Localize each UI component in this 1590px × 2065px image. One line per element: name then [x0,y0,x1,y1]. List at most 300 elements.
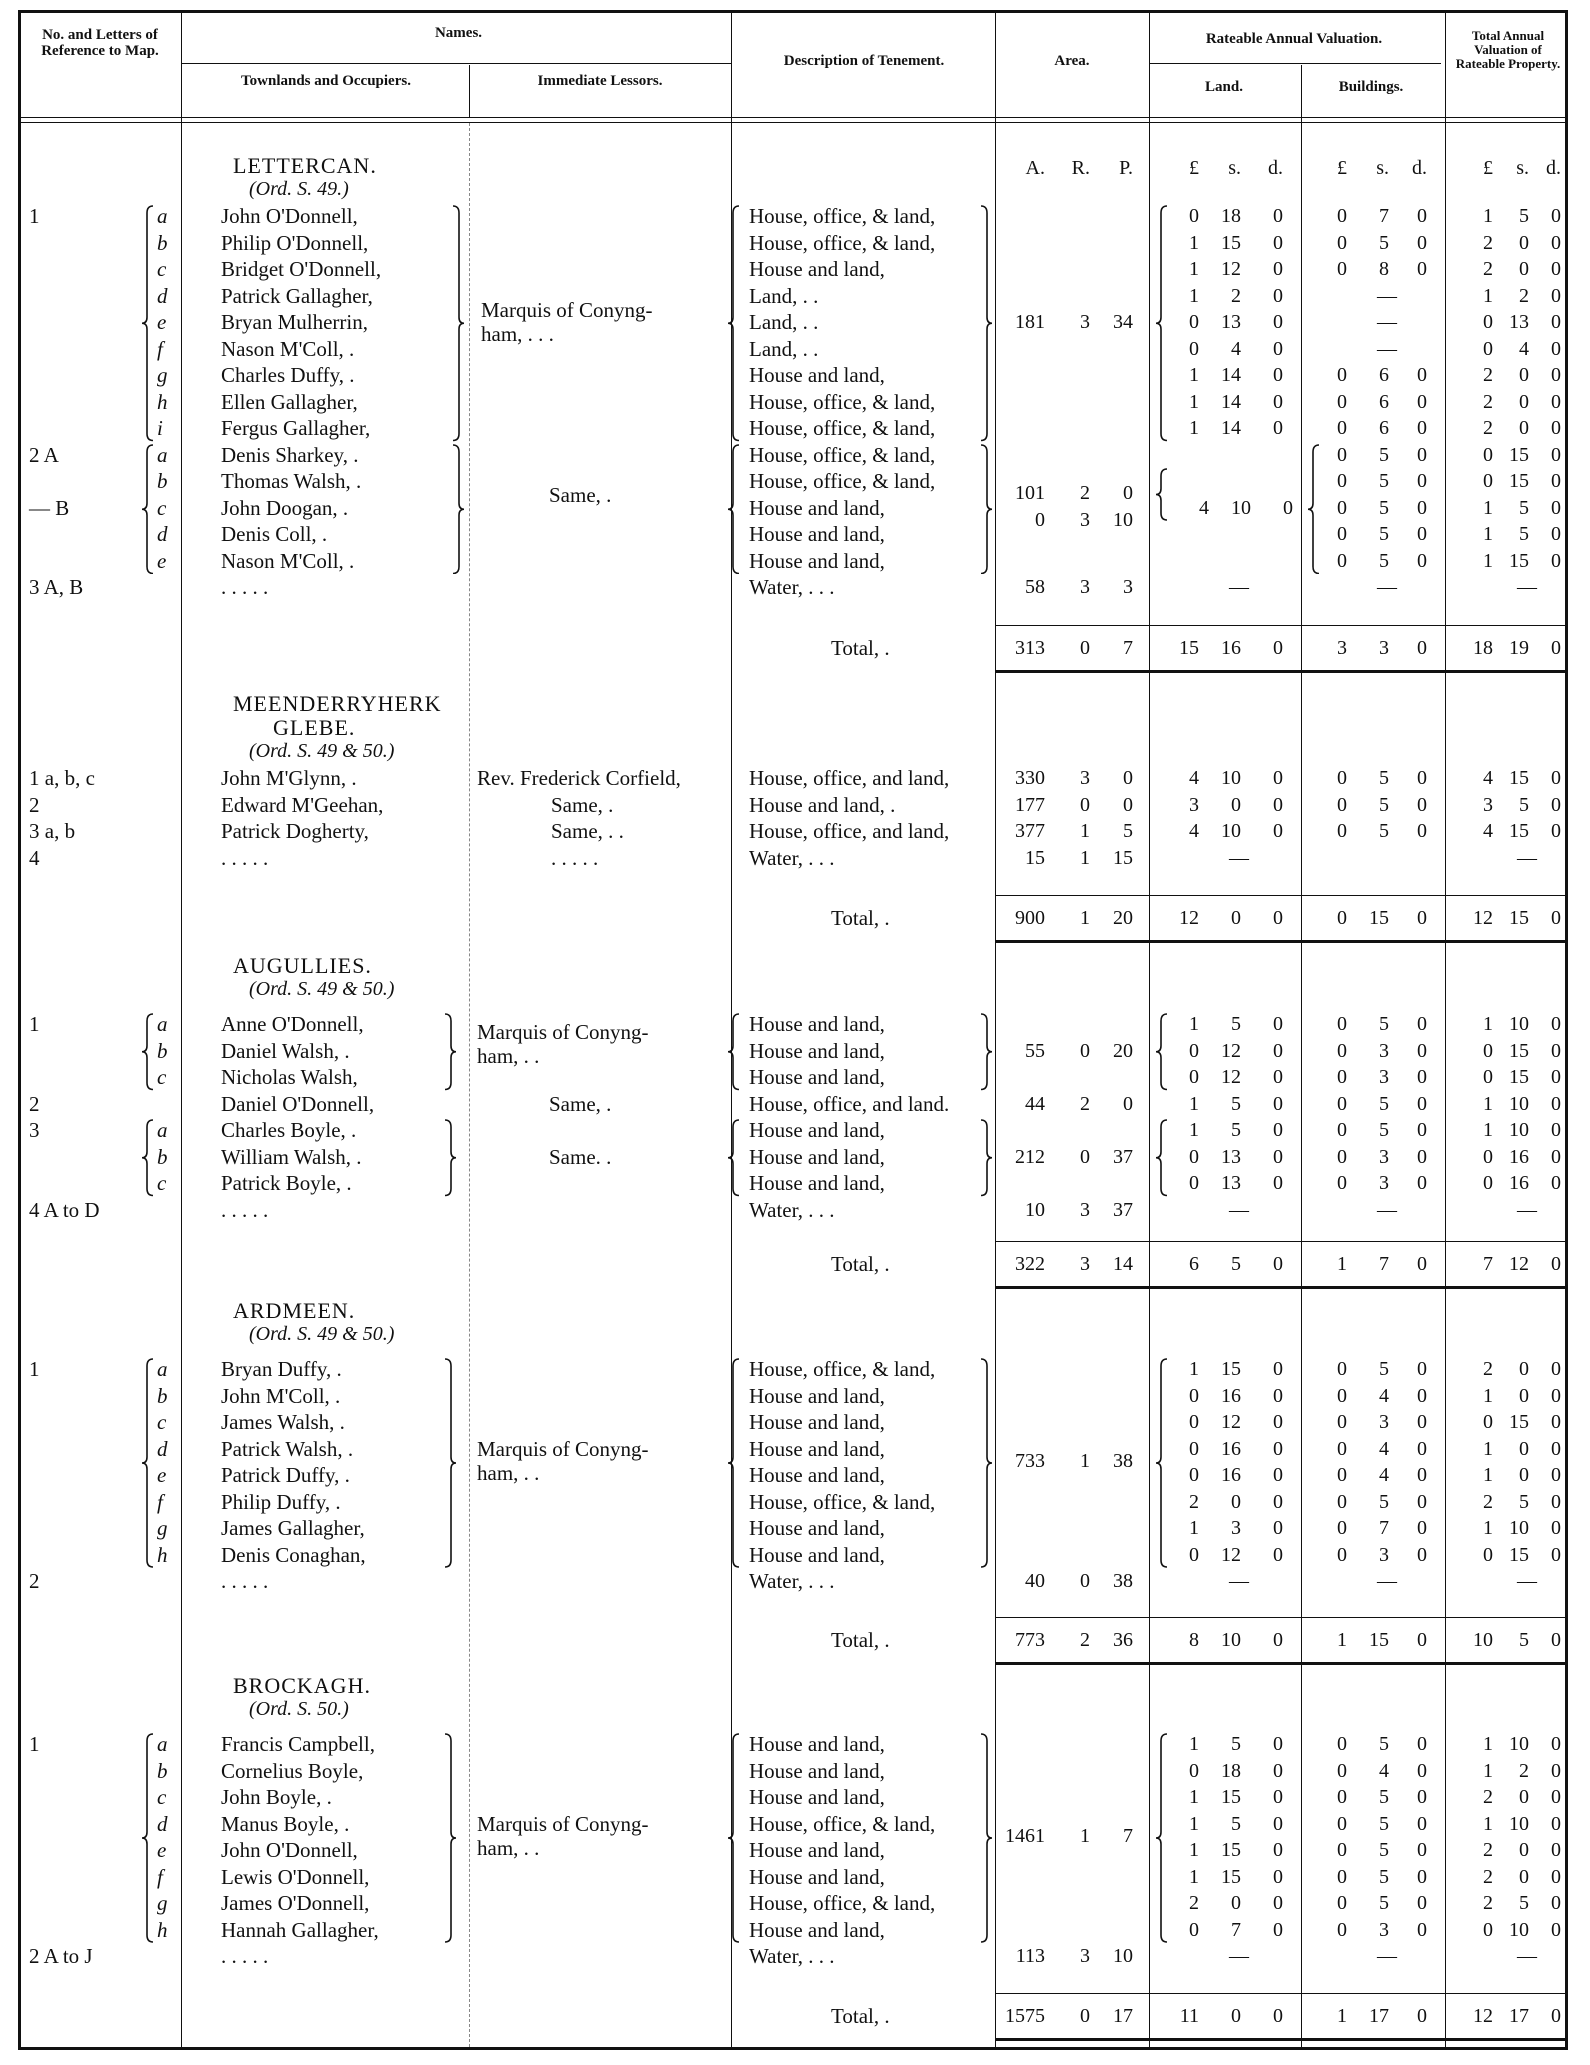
left-brace [1307,444,1321,575]
occupier-name: John O'Donnell, [221,204,358,228]
area-val-pence: 37 [1113,1198,1133,1221]
bldg-val-pounds: 0 [1337,496,1347,519]
total-label: Total, . [831,1628,890,1652]
tenement-description: House, office, & land, [749,230,936,255]
bldg-val-pence: 0 [1417,1543,1427,1566]
occupier-name: Patrick Duffy, . [221,1463,350,1487]
land-val-pounds: 1 [1189,231,1199,254]
bldg-val-pence: 0 [1417,1839,1427,1861]
left-brace [141,1013,155,1091]
left-brace [727,205,741,442]
total-land-shillings: 0 [1231,907,1241,929]
bldg-val-pounds: 0 [1337,231,1347,254]
right-brace [443,1119,457,1197]
land-val-pence: 0 [1273,1358,1283,1380]
total-val-shillings: 10 [1509,1918,1529,1941]
total-land-shillings: 10 [1221,1629,1241,1651]
total-val-pence: 0 [1551,1145,1561,1168]
bldg-val-dash: — [1377,1945,1397,1967]
bldg-val-pence: 0 [1417,205,1427,227]
total-land-pence: 0 [1273,907,1283,929]
area-val-pounds: 44 [1025,1092,1045,1115]
area-val-pounds: 177 [1015,793,1045,816]
land-val-shillings: 3 [1231,1517,1241,1539]
total-val-shillings: 0 [1519,1865,1529,1888]
occupier-name: James Gallagher, [221,1516,365,1540]
total-val-pence: 0 [1551,417,1561,439]
section-end-rule [995,940,1565,943]
map-reference: 1 [29,204,40,228]
land-val-pence: 0 [1273,1918,1283,1941]
total-area-pence: 7 [1123,637,1133,659]
bldg-val-pounds: 0 [1337,1918,1347,1941]
lessor-name: ham, . . . [481,322,554,346]
total-val-pence: 0 [1551,470,1561,492]
land-val-shillings: 18 [1221,1759,1241,1782]
total-rule [995,1617,1565,1618]
bldg-val-pence: 0 [1417,1358,1427,1380]
total-val-shillings: 15 [1509,820,1529,842]
total-tot-pounds: 18 [1473,637,1493,659]
land-val-shillings: 4 [1231,337,1241,360]
land-val-shillings: 15 [1221,1358,1241,1380]
land-val-shillings: 7 [1231,1918,1241,1941]
tenement-description: House and land, [749,1410,885,1434]
total-val-shillings: 15 [1509,1039,1529,1062]
total-area-shillings: 2 [1080,1629,1090,1651]
total-val-pence: 0 [1551,390,1561,413]
tenement-description: House and land, [749,1144,885,1169]
land-val-shillings: 13 [1221,1172,1241,1194]
map-letter: a [157,1732,168,1756]
total-val-pounds: 1 [1483,284,1493,307]
map-letter: a [157,1357,168,1381]
lessor-name: Marquis of Conyng- [481,298,653,322]
total-val-shillings: 0 [1519,1437,1529,1460]
total-tot-pence: 0 [1551,1253,1561,1275]
left-brace [1155,1119,1169,1197]
bldg-val-shillings: 5 [1379,1812,1389,1835]
map-reference: 4 [29,845,40,870]
total-tot-shillings: 12 [1509,1253,1529,1275]
area-val-pounds: 58 [1025,576,1045,598]
map-reference: — B [29,495,70,520]
section-end-rule [995,2038,1565,2041]
area-val-pence: 10 [1113,508,1133,531]
bldg-val-shillings: 3 [1379,1918,1389,1941]
total-tot-pounds: 10 [1473,1629,1493,1651]
land-val-shillings: 15 [1221,1865,1241,1888]
total-rule [995,895,1565,896]
bldg-val-pounds: 0 [1337,767,1347,789]
map-letter: a [157,204,168,228]
occupier-name: Thomas Walsh, . [221,469,362,493]
tenement-description: House, office, and land. [749,1091,950,1116]
bldg-val-shillings: 7 [1379,1517,1389,1539]
total-val-shillings: 15 [1509,767,1529,789]
map-letter: a [157,1118,168,1142]
header-description: Description of Tenement. [783,53,945,69]
area-val-shillings: 3 [1080,1198,1090,1221]
group-land-val-shillings: 10 [1231,496,1251,519]
tenement-description: Water, . . . [749,575,835,599]
group-land-val-pounds: 4 [1199,496,1209,519]
land-val-pounds: 1 [1189,1092,1199,1115]
bldg-val-pounds: 0 [1337,1733,1347,1755]
area-val-pence: 0 [1123,1092,1133,1115]
total-bldg-pounds: 1 [1337,2005,1347,2027]
lessor-name: . . . . . [551,845,599,870]
total-val-pounds: 2 [1483,1786,1493,1808]
area-val-pounds: 377 [1015,820,1045,842]
map-letter: c [157,495,167,520]
tenement-description: House and land, [749,1463,885,1487]
map-letter: a [157,442,168,467]
land-val-pence: 0 [1273,337,1283,360]
land-val-pounds: 0 [1189,1384,1199,1407]
ord-survey-ref: (Ord. S. 49 & 50.) [249,740,395,762]
land-val-pounds: 1 [1189,1119,1199,1141]
left-brace [1155,1733,1169,1943]
area-val-pounds: 101 [1015,482,1045,504]
bldg-val-pence: 0 [1417,1464,1427,1486]
land-val-pence: 0 [1273,1411,1283,1433]
map-reference: 3 [29,1118,40,1142]
left-brace [141,1119,155,1197]
map-letter: g [157,1891,168,1915]
tenement-description: House and land, [749,1012,885,1036]
tenement-description: House and land, [749,1785,885,1809]
total-val-shillings: 0 [1519,364,1529,386]
occupier-name: Philip Duffy, . [221,1489,341,1514]
total-val-shillings: 5 [1519,523,1529,545]
land-val-shillings: 0 [1231,793,1241,816]
land-val-pence: 0 [1273,258,1283,280]
valuation-table [18,10,1568,2050]
total-val-pence: 0 [1551,364,1561,386]
total-tot-shillings: 15 [1509,907,1529,929]
land-val-pence: 0 [1273,1517,1283,1539]
total-val-shillings: 10 [1509,1092,1529,1115]
map-letter: g [157,1516,168,1540]
map-reference: 1 [29,1357,40,1381]
map-reference: 3 A, B [29,575,84,599]
total-val-shillings: 4 [1519,337,1529,360]
total-val-pence: 0 [1551,1892,1561,1914]
right-brace [451,444,465,575]
area-val-shillings: 1 [1080,1825,1090,1847]
occupier-name: John O'Donnell, [221,1838,358,1862]
total-val-pence: 0 [1551,1092,1561,1115]
total-val-pounds: 0 [1483,1039,1493,1062]
tenement-description: Land, . . [749,283,819,308]
land-val-shillings: 16 [1221,1464,1241,1486]
tenement-description: House, office, & land, [749,204,936,228]
unit-roods: R. [1071,157,1090,179]
tenement-description: House and land, [749,1838,885,1862]
tenement-description: House and land, [749,1383,885,1408]
total-area-pence: 20 [1113,907,1133,929]
bldg-val-dash: — [1377,576,1397,598]
townland-name: BROCKAGH. [233,1673,371,1698]
bldg-val-pence: 0 [1417,1039,1427,1062]
total-tot-pence: 0 [1551,907,1561,929]
total-val-dash: — [1517,1198,1537,1221]
bldg-val-shillings: 5 [1379,1865,1389,1888]
tenement-description: House and land, [749,1864,885,1889]
total-val-pounds: 2 [1483,417,1493,439]
section-end-rule [995,1662,1565,1665]
bldg-val-pence: 0 [1417,496,1427,519]
land-val-pence: 0 [1273,1464,1283,1486]
bldg-val-dash: — [1377,311,1397,333]
ord-survey-ref: (Ord. S. 49 & 50.) [249,1323,395,1345]
bldg-val-shillings: 5 [1379,793,1389,816]
bldg-val-dash: — [1377,337,1397,360]
occupier-name: Denis Sharkey, . [221,442,359,467]
total-tot-pence: 0 [1551,2005,1561,2027]
occupier-name: . . . . . [221,575,269,599]
total-bldg-pence: 0 [1417,1629,1427,1651]
header-names: Names. [434,25,483,41]
land-val-pence: 0 [1273,1384,1283,1407]
map-letter: h [157,389,168,414]
land-val-pounds: 1 [1189,1517,1199,1539]
left-brace [1155,1013,1169,1091]
tenement-description: House, office, & land, [749,442,936,467]
area-val-pounds: 10 [1025,1198,1045,1221]
bldg-val-pence: 0 [1417,390,1427,413]
bldg-val-dash: — [1377,1198,1397,1221]
land-val-pounds: 0 [1189,1543,1199,1566]
bldg-val-pence: 0 [1417,820,1427,842]
land-val-shillings: 13 [1221,311,1241,333]
bldg-val-shillings: 5 [1379,1892,1389,1914]
area-val-pence: 0 [1123,482,1133,504]
right-brace [443,1013,457,1091]
bldg-val-shillings: 5 [1379,767,1389,789]
bldg-val-shillings: 5 [1379,523,1389,545]
bldg-val-shillings: 5 [1379,496,1389,519]
total-val-pence: 0 [1551,1119,1561,1141]
bldg-val-shillings: 5 [1379,470,1389,492]
land-val-shillings: 5 [1231,1092,1241,1115]
area-val-pence: 0 [1123,793,1133,816]
land-val-shillings: 10 [1221,820,1241,842]
tenement-description: House and land, [749,1516,885,1540]
total-val-pence: 0 [1551,1039,1561,1062]
area-val-shillings: 3 [1080,767,1090,789]
bldg-val-shillings: 7 [1379,205,1389,227]
map-letter: e [157,310,167,334]
area-val-pence: 10 [1113,1945,1133,1967]
bldg-val-shillings: 3 [1379,1039,1389,1062]
bldg-val-dash: — [1377,284,1397,307]
total-rule [995,1241,1565,1242]
land-val-pence: 0 [1273,820,1283,842]
total-val-pounds: 1 [1483,1092,1493,1115]
total-bldg-pence: 0 [1417,2005,1427,2027]
land-val-pounds: 1 [1189,1013,1199,1035]
area-val-shillings: 0 [1080,1570,1090,1592]
total-land-pence: 0 [1273,1629,1283,1651]
bldg-val-pounds: 0 [1337,390,1347,413]
land-val-pence: 0 [1273,284,1283,307]
land-val-shillings: 18 [1221,205,1241,227]
land-val-pence: 0 [1273,1733,1283,1755]
bldg-val-pence: 0 [1417,417,1427,439]
left-brace [727,1013,741,1091]
unit-shillings-bldg: s. [1376,157,1389,179]
occupier-name: Nason M'Coll, . [221,548,355,573]
section-end-rule [995,1286,1565,1289]
tenement-description: House and land, [749,1732,885,1756]
townland-name: MEENDERRYHERK [233,691,442,716]
header-valuation: Rateable Annual Valuation. [1205,31,1383,47]
area-val-pounds: 40 [1025,1570,1045,1592]
lessor-name: Marquis of Conyng- [477,1437,649,1461]
map-letter: h [157,1542,168,1567]
occupier-name: Nicholas Walsh, [221,1065,358,1089]
unit-acres: A. [1025,157,1045,179]
bldg-val-shillings: 5 [1379,1786,1389,1808]
occupier-name: Patrick Dogherty, [221,819,369,843]
total-val-pence: 0 [1551,1918,1561,1941]
total-area-pounds: 900 [1015,907,1045,929]
bldg-val-pence: 0 [1417,470,1427,492]
bldg-val-pounds: 0 [1337,1892,1347,1914]
land-val-shillings: 5 [1231,1119,1241,1141]
land-val-pence: 0 [1273,390,1283,413]
area-val-pounds: 1461 [1005,1825,1045,1847]
total-val-pounds: 1 [1483,496,1493,519]
lessor-name: Same, . [549,483,612,507]
occupier-name: Ellen Gallagher, [221,389,358,414]
land-val-pounds: 1 [1189,1358,1199,1380]
land-val-dash: — [1229,1945,1249,1967]
map-letter: b [157,1383,168,1408]
total-land-pence: 0 [1273,1253,1283,1275]
total-land-pence: 0 [1273,637,1283,659]
tenement-description: House and land, [749,363,885,387]
occupier-name: Edward M'Geehan, [221,792,384,817]
bldg-val-pounds: 0 [1337,793,1347,816]
total-val-pounds: 1 [1483,523,1493,545]
land-val-pence: 0 [1273,1759,1283,1782]
tenement-description: House, office, & land, [749,1489,936,1514]
total-val-pence: 0 [1551,523,1561,545]
bldg-val-pounds: 0 [1337,1543,1347,1566]
land-val-pounds: 4 [1189,767,1199,789]
total-val-pounds: 0 [1483,337,1493,360]
occupier-name: Francis Campbell, [221,1732,375,1756]
bldg-val-shillings: 8 [1379,258,1389,280]
map-reference: 1 a, b, c [29,766,95,790]
unit-pence-tot: d. [1546,157,1561,179]
lessor-name: Rev. Frederick Corfield, [477,766,681,790]
total-bldg-pence: 0 [1417,1253,1427,1275]
bldg-val-shillings: 3 [1379,1172,1389,1194]
map-letter: b [157,1038,168,1063]
occupier-name: Daniel O'Donnell, [221,1091,375,1116]
right-brace [979,1013,993,1091]
land-val-pence: 0 [1273,1172,1283,1194]
total-rule [995,1993,1565,1994]
total-val-shillings: 10 [1509,1733,1529,1755]
total-bldg-shillings: 3 [1379,637,1389,659]
tenement-description: House and land, [749,495,885,520]
bldg-val-shillings: 6 [1379,364,1389,386]
left-brace [1155,205,1169,442]
map-reference: 2 A to J [29,1944,93,1968]
total-val-dash: — [1517,846,1537,869]
land-val-pence: 0 [1273,1013,1283,1035]
land-val-shillings: 12 [1221,1066,1241,1088]
land-val-shillings: 15 [1221,1786,1241,1808]
total-tot-shillings: 5 [1519,1629,1529,1651]
right-brace [979,1119,993,1197]
map-letter: e [157,1838,167,1862]
map-reference: 1 [29,1732,40,1756]
tenement-description: Water, . . . [749,1944,835,1968]
total-label: Total, . [831,906,890,930]
tenement-description: House and land, . [749,792,896,817]
total-val-pence: 0 [1551,1358,1561,1380]
occupier-name: John M'Coll, . [221,1383,341,1408]
total-val-shillings: 10 [1509,1119,1529,1141]
bldg-val-pounds: 0 [1337,1865,1347,1888]
right-brace [443,1733,457,1943]
bldg-val-pounds: 0 [1337,1759,1347,1782]
lessor-name: Marquis of Conyng- [477,1020,649,1044]
occupier-name: . . . . . [221,845,269,870]
total-area-shillings: 1 [1080,907,1090,929]
total-bldg-pence: 0 [1417,907,1427,929]
land-val-shillings: 14 [1221,390,1241,413]
total-val-pence: 0 [1551,767,1561,789]
total-val-pounds: 1 [1483,1013,1493,1035]
lessor-name: Same, . [549,1091,612,1116]
bldg-val-pence: 0 [1417,1490,1427,1513]
occupier-name: Lewis O'Donnell, [221,1864,370,1889]
bldg-val-shillings: 3 [1379,1411,1389,1433]
area-val-shillings: 1 [1080,820,1090,842]
bldg-val-pounds: 0 [1337,1119,1347,1141]
bldg-val-pence: 0 [1417,1066,1427,1088]
land-val-pence: 0 [1273,1892,1283,1914]
bldg-val-dash: — [1377,1570,1397,1592]
land-val-pence: 0 [1273,1812,1283,1835]
tenement-description: House, office, & land, [749,389,936,414]
header-area: Area. [1054,53,1090,69]
land-val-pounds: 0 [1189,1066,1199,1088]
bldg-val-pence: 0 [1417,1517,1427,1539]
total-val-shillings: 5 [1519,496,1529,519]
total-label: Total, . [831,2004,890,2028]
total-val-shillings: 2 [1519,1759,1529,1782]
total-bldg-pounds: 0 [1337,907,1347,929]
total-val-shillings: 15 [1509,1411,1529,1433]
land-val-pounds: 2 [1189,1892,1199,1914]
occupier-name: Charles Boyle, . [221,1118,357,1142]
left-brace [141,1733,155,1943]
bldg-val-pence: 0 [1417,1145,1427,1168]
total-val-pounds: 0 [1483,1066,1493,1088]
bldg-val-pence: 0 [1417,364,1427,386]
total-tot-pence: 0 [1551,637,1561,659]
total-val-shillings: 0 [1519,417,1529,439]
tenement-description: House, office, and land, [749,766,950,790]
